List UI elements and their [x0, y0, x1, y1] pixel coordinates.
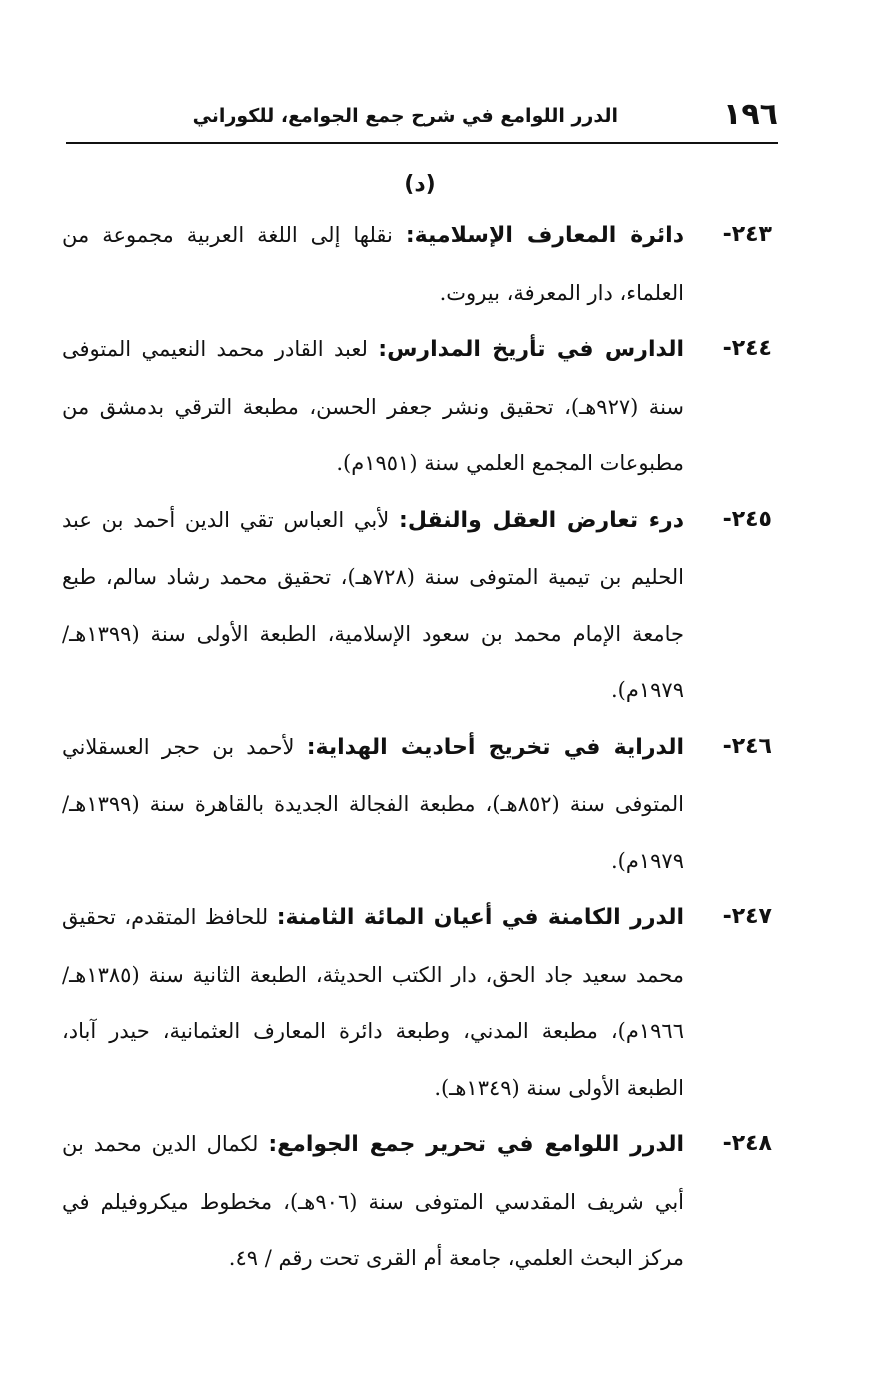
entry-title: الدارس في تأريخ المدارس: — [378, 337, 684, 362]
section-heading: (د) — [404, 172, 436, 197]
entry-text: لعبد القادر محمد النعيمي المتوفى سنة (٩٢٧هـ)، تحقيق ونشر جعفر الحسن، مطبعة الترقي بدمشق من مطبوعات المجمع العلمي سنة (١٩٥١م). — [62, 337, 685, 475]
entry-title: الدرر اللوامع في تحرير جمع الجوامع: — [268, 1132, 684, 1157]
header-rule — [66, 142, 778, 144]
entry-number: ٢٤٦- — [722, 733, 772, 759]
running-header — [66, 95, 778, 135]
entry-number: ٢٤٧- — [722, 904, 772, 929]
bibliography-list — [62, 207, 772, 1287]
entry-number: ٢٤٤- — [722, 336, 772, 361]
entry-text: لأبي العباس تقي الدين أحمد بن عبد الحليم بن تيمية المتوفى سنة (٧٢٨هـ)، تحقيق محمد رشاد سالم، طبع جامعة الإمام محمد بن سعود الإسلامية، الطبعة الأولى سنة (١٣٩٩هـ/١٩٧٩م). — [62, 507, 684, 702]
bibliography-entry-247 — [62, 889, 772, 1116]
bibliography-entry-246 — [62, 719, 772, 890]
book-title: الدرر اللوامع في شرح جمع الجوامع، للكوراني — [192, 105, 618, 127]
bibliography-entry-243 — [62, 207, 772, 321]
page-number: ١٩٦ — [723, 97, 778, 132]
entry-title: الدرر الكامنة في أعيان المائة الثامنة: — [276, 905, 684, 930]
entry-number: ٢٤٣- — [722, 222, 772, 247]
bibliography-entry-244 — [62, 321, 772, 492]
entry-number: ٢٤٥- — [722, 506, 772, 532]
entry-number: ٢٤٨- — [722, 1131, 772, 1156]
entry-text: للحافظ المتقدم، تحقيق محمد سعيد جاد الحق، دار الكتب الحديثة، الطبعة الثانية سنة (١٣٨٥هـ/١٩٦٦م)، مطبعة المدني، وطبعة دائرة المعارف العثمانية، حيدر آباد، الطبعة الأولى سنة (١٣٤٩هـ). — [62, 905, 684, 1100]
entry-title: الدراية في تخريج أحاديث الهداية: — [306, 734, 684, 760]
entry-title: دائرة المعارف الإسلامية: — [405, 223, 684, 248]
entry-text: لكمال الدين محمد بن أبي شريف المقدسي المتوفى سنة (٩٠٦هـ)، مخطوط ميكروفيلم في مركز البحث العلمي، جامعة أم القرى تحت رقم / ٤٩. — [62, 1132, 684, 1270]
entry-text: نقلها إلى اللغة العربية مجموعة من العلماء، دار المعرفة، بيروت. — [62, 223, 684, 305]
entry-title: درء تعارض العقل والنقل: — [399, 507, 685, 533]
bibliography-entry-245 — [62, 492, 772, 719]
entry-text: لأحمد بن حجر العسقلاني المتوفى سنة (٨٥٢هـ)، مطبعة الفجالة الجديدة بالقاهرة سنة (١٣٩٩هـ/١٩٧٩م). — [62, 734, 684, 873]
bibliography-entry-248 — [62, 1116, 772, 1287]
